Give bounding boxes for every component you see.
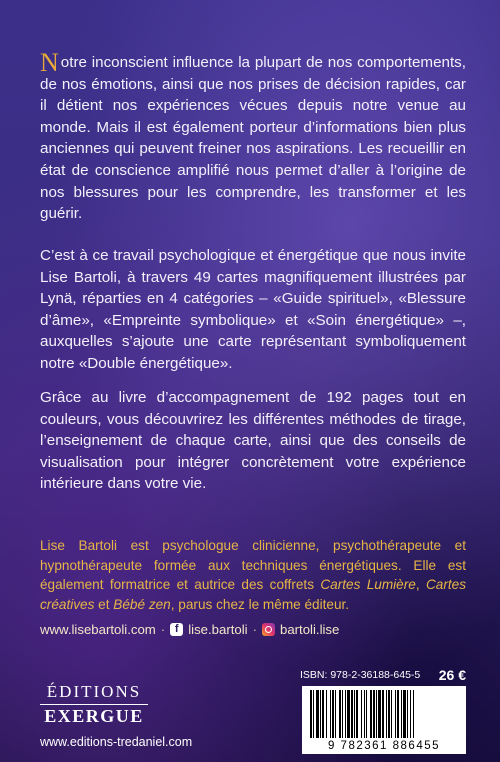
price-label: 26 € [438,667,466,683]
paragraph-1-text: otre inconscient influence la plupart de nos comportements, de nos émotions, ainsi que nos prises de décision rapides, car il détient nos expériences vécues depuis notre venue au monde. Mais il est également porteur d’informations bien plus anciennes qui peuvent freiner nos aspirations. Les recueillir en état de conscience amplifié nous permet d’aller à l’origine de nos blessures pour les comprendre, les transformer et les guérir. [40,54,466,223]
publisher-logo-line1: ÉDITIONS [46,682,142,701]
publisher-website-link[interactable]: www.editions-tredaniel.com [40,735,193,749]
facebook-icon: f [170,623,183,636]
publisher-logo-line2: EXERGUE [40,704,148,727]
bio-title-bebe-zen: Bébé zen [113,596,171,612]
description-paragraph-1 [40,48,466,225]
isbn-label: ISBN: 978-2-36188-645-5 [300,669,421,681]
author-socials [40,618,470,640]
description-paragraph-2: C’est à ce travail psychologique et énergétique que nous invite Lise Bartoli, à travers 49 cartes magnifiquement illustrées par Lynä, réparties en 4 catégories – «Guide spirituel», «Blessure d’âme», «Empreinte symbolique» et «Soin énergétique» –, auxquelles s’ajoute une carte représentant symboliquement notre «Double énergétique». [40,247,466,372]
description-paragraph-3: Grâce au livre d’accompagnement de 192 pages tout en couleurs, vous découvrirez les différentes méthodes de tirage, l’enseignement de chaque carte, ainsi que des conseils de visualisation pour intégrer concrètement votre expérience intérieure dans votre vie. [40,389,466,493]
barcode-bars [308,690,460,738]
instagram-icon [262,623,275,636]
author-website-link[interactable]: www.lisebartoli.com [40,621,156,637]
bio-text-3: et [94,596,114,612]
instagram-handle-link[interactable]: bartoli.lise [279,621,340,637]
bio-text-4: , parus chez le même éditeur. [170,596,350,612]
separator: · [160,621,166,637]
publisher-logo [40,682,200,727]
barcode-digits: 9 782361 886455 [327,740,441,752]
barcode [302,686,466,754]
separator: · [252,621,257,637]
bio-text-2: , [415,577,426,592]
author-bio [40,536,466,614]
bio-title-cartes-creatives: Cartes créatives [40,577,466,612]
isbn-price-row [300,667,466,683]
facebook-handle-link[interactable]: lise.bartoli [188,621,248,637]
drop-cap: N [40,48,59,77]
bio-text-1: Lise Bartoli est psychologue clinicienne, psychothérapeute et hypnothérapeute formée aux techniques énergétiques. Elle est également formatrice et autrice des coffrets [40,538,466,592]
bio-title-cartes-lumiere: Cartes Lumière [320,577,416,592]
